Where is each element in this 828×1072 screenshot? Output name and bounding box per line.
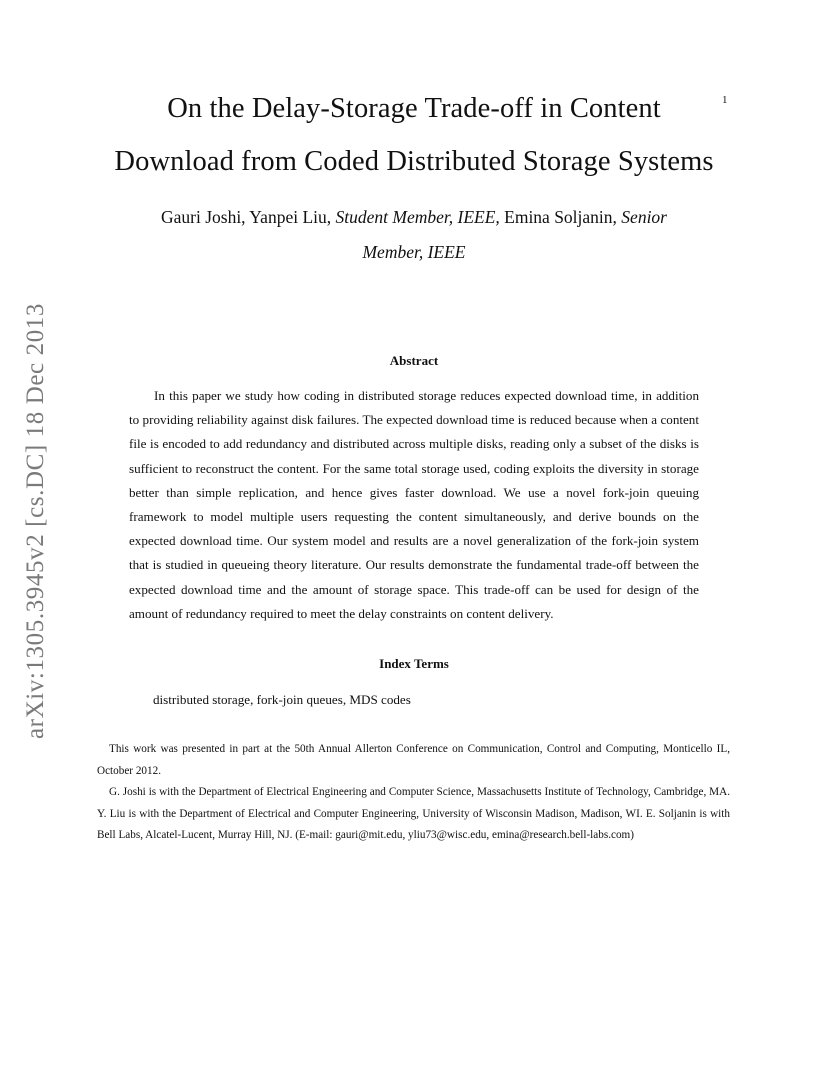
author-line-2	[100, 235, 728, 270]
author-names-b: Emina Soljanin,	[504, 207, 617, 227]
author-list	[100, 200, 728, 270]
index-terms-text: distributed storage, fork-join queues, MDS codes	[153, 692, 411, 707]
index-terms-heading: Index Terms	[379, 656, 449, 671]
author-names-a: Gauri Joshi, Yanpei Liu,	[160, 207, 332, 227]
arxiv-identifier-stamp: arXiv:1305.3945v2 [cs.DC] 18 Dec 2013	[22, 302, 49, 740]
author-affiliation-b-part2: Member, IEEE	[362, 242, 466, 262]
abstract-text: In this paper we study how coding in distributed storage reduces expected download time, in addition to providing reliability against disk failures. The expected download time is reduced because when a content file is encoded to add redundancy and distributed across multiple disks, reading only a subset of the disks is sufficient to reconstruct the content. For the same total storage used, coding exploits the diversity in storage better than simple replication, and hence gives faster download. We use a novel fork-join queuing framework to model multiple users requesting the content simultaneously, and derive bounds on the expected download time. Our system model and results are a novel generalization of the fork-join system that is studied in queueing theory literature. Our results demonstrate the fundamental trade-off between the expected download time and the amount of storage space. This trade-off can be used for design of the amount of redundancy required to meet the delay constraints on content delivery.	[129, 388, 699, 621]
page-number: 1	[722, 94, 728, 106]
abstract-heading: Abstract	[389, 353, 439, 368]
paper-title	[80, 82, 748, 188]
footnote-presentation: This work was presented in part at the 50th Annual Allerton Conference on Communication, Control and Computing, Monticello IL, October 2012.	[97, 743, 730, 777]
title-line-1: On the Delay-Storage Trade-off in Content	[167, 93, 661, 124]
author-affiliation-a: Student Member, IEEE,	[335, 207, 500, 227]
author-line-1	[100, 200, 728, 235]
footnote-affiliations: G. Joshi is with the Department of Electrical Engineering and Computer Science, Massachusetts Institute of Technology, Cambridge, MA. Y. Liu is with the Department of Electrical and Computer Engineering, University of Wisconsin Madison, Madison, WI. E. Soljanin is with Bell Labs, Alcatel-Lucent, Murray Hill, NJ. (E-mail: gauri@mit.edu, yliu73@wisc.edu, emina@research.bell-labs.com)	[97, 786, 730, 841]
title-line-2: Download from Coded Distributed Storage Systems	[114, 146, 714, 177]
author-affiliation-b-part1: Senior	[621, 207, 667, 227]
